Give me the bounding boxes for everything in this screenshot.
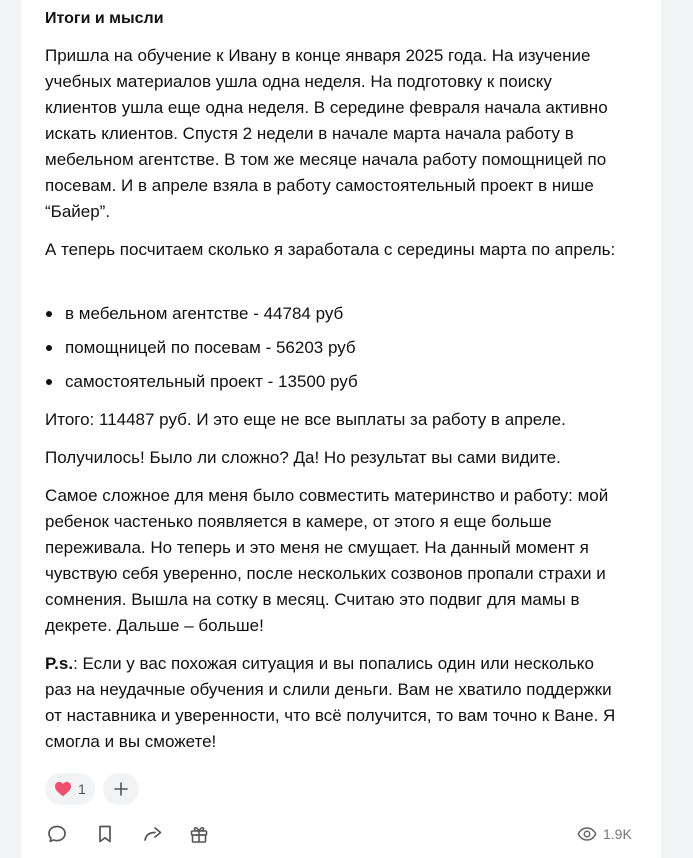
list-item-text: самостоятельный проект - 13500 руб xyxy=(65,372,358,391)
reaction-count: 1 xyxy=(78,781,86,797)
heart-reaction-button[interactable] xyxy=(45,773,95,805)
list-item xyxy=(45,301,625,327)
earnings-list xyxy=(45,301,625,403)
paragraph-reflection: Самое сложное для меня было совместить материнство и работу: мой ребенок частенько появляется в камере, от этого я еще больше переживала. Но теперь и это меня не смущает. На данный момент я чувствую себя уверенно, после нескольких созвонов пропали страхи и сомнения. Вышла на сотку в месяц. Считаю это подвиг для мамы в декрете. Дальше – больше! xyxy=(45,486,609,635)
plus-icon xyxy=(114,782,128,796)
section-title: Итоги и мысли xyxy=(45,10,164,27)
bullet-icon xyxy=(46,379,52,385)
paragraph-total: Итого: 114487 руб. И это еще не все выплаты за работу в апреле. xyxy=(45,410,566,429)
postscript-text: : Если у вас похожая ситуация и вы попались один или несколько раз на неудачные обучения и слили деньги. Вам не хватило поддержки от наставника и уверенности, что всё получится, то вам точно к Ване. Я смогла и вы сможете! xyxy=(45,654,616,751)
list-item xyxy=(45,369,625,395)
views-count: 1.9K xyxy=(603,826,632,842)
paragraph-intro: Пришла на обучение к Ивану в конце января 2025 года. На изучение учебных материалов ушла одна неделя. На подготовку к поиску клиентов ушла еще одна неделя. В середине февраля начала активно искать клиентов. Спустя 2 недели в начале марта начала работу в мебельном агентстве. В том же месяце начала работу помощницей по посевам. И в апреле взяла в работу самостоятельный проект в нише “Байер”. xyxy=(45,46,608,221)
bullet-icon xyxy=(46,311,52,317)
action-bar xyxy=(45,822,637,846)
eye-icon xyxy=(577,825,597,843)
comment-icon[interactable] xyxy=(45,822,69,846)
paragraph-postscript xyxy=(45,651,625,755)
gift-icon[interactable] xyxy=(187,822,211,846)
list-item-text: в мебельном агентстве - 44784 руб xyxy=(65,304,344,323)
share-icon[interactable] xyxy=(141,822,165,846)
add-reaction-button[interactable] xyxy=(103,773,139,805)
list-item xyxy=(45,335,625,361)
heart-icon xyxy=(54,781,72,797)
post-card xyxy=(21,0,661,858)
list-item-text: помощницей по посевам - 56203 руб xyxy=(65,338,356,357)
paragraph-result: Получилось! Было ли сложно? Да! Но результат вы сами видите. xyxy=(45,448,561,467)
bullet-icon xyxy=(46,345,52,351)
views-counter xyxy=(577,822,637,846)
paragraph-earnings-intro: А теперь посчитаем сколько я заработала с середины марта по апрель: xyxy=(45,240,616,259)
bookmark-icon[interactable] xyxy=(93,822,117,846)
postscript-label: P.s. xyxy=(45,654,74,673)
